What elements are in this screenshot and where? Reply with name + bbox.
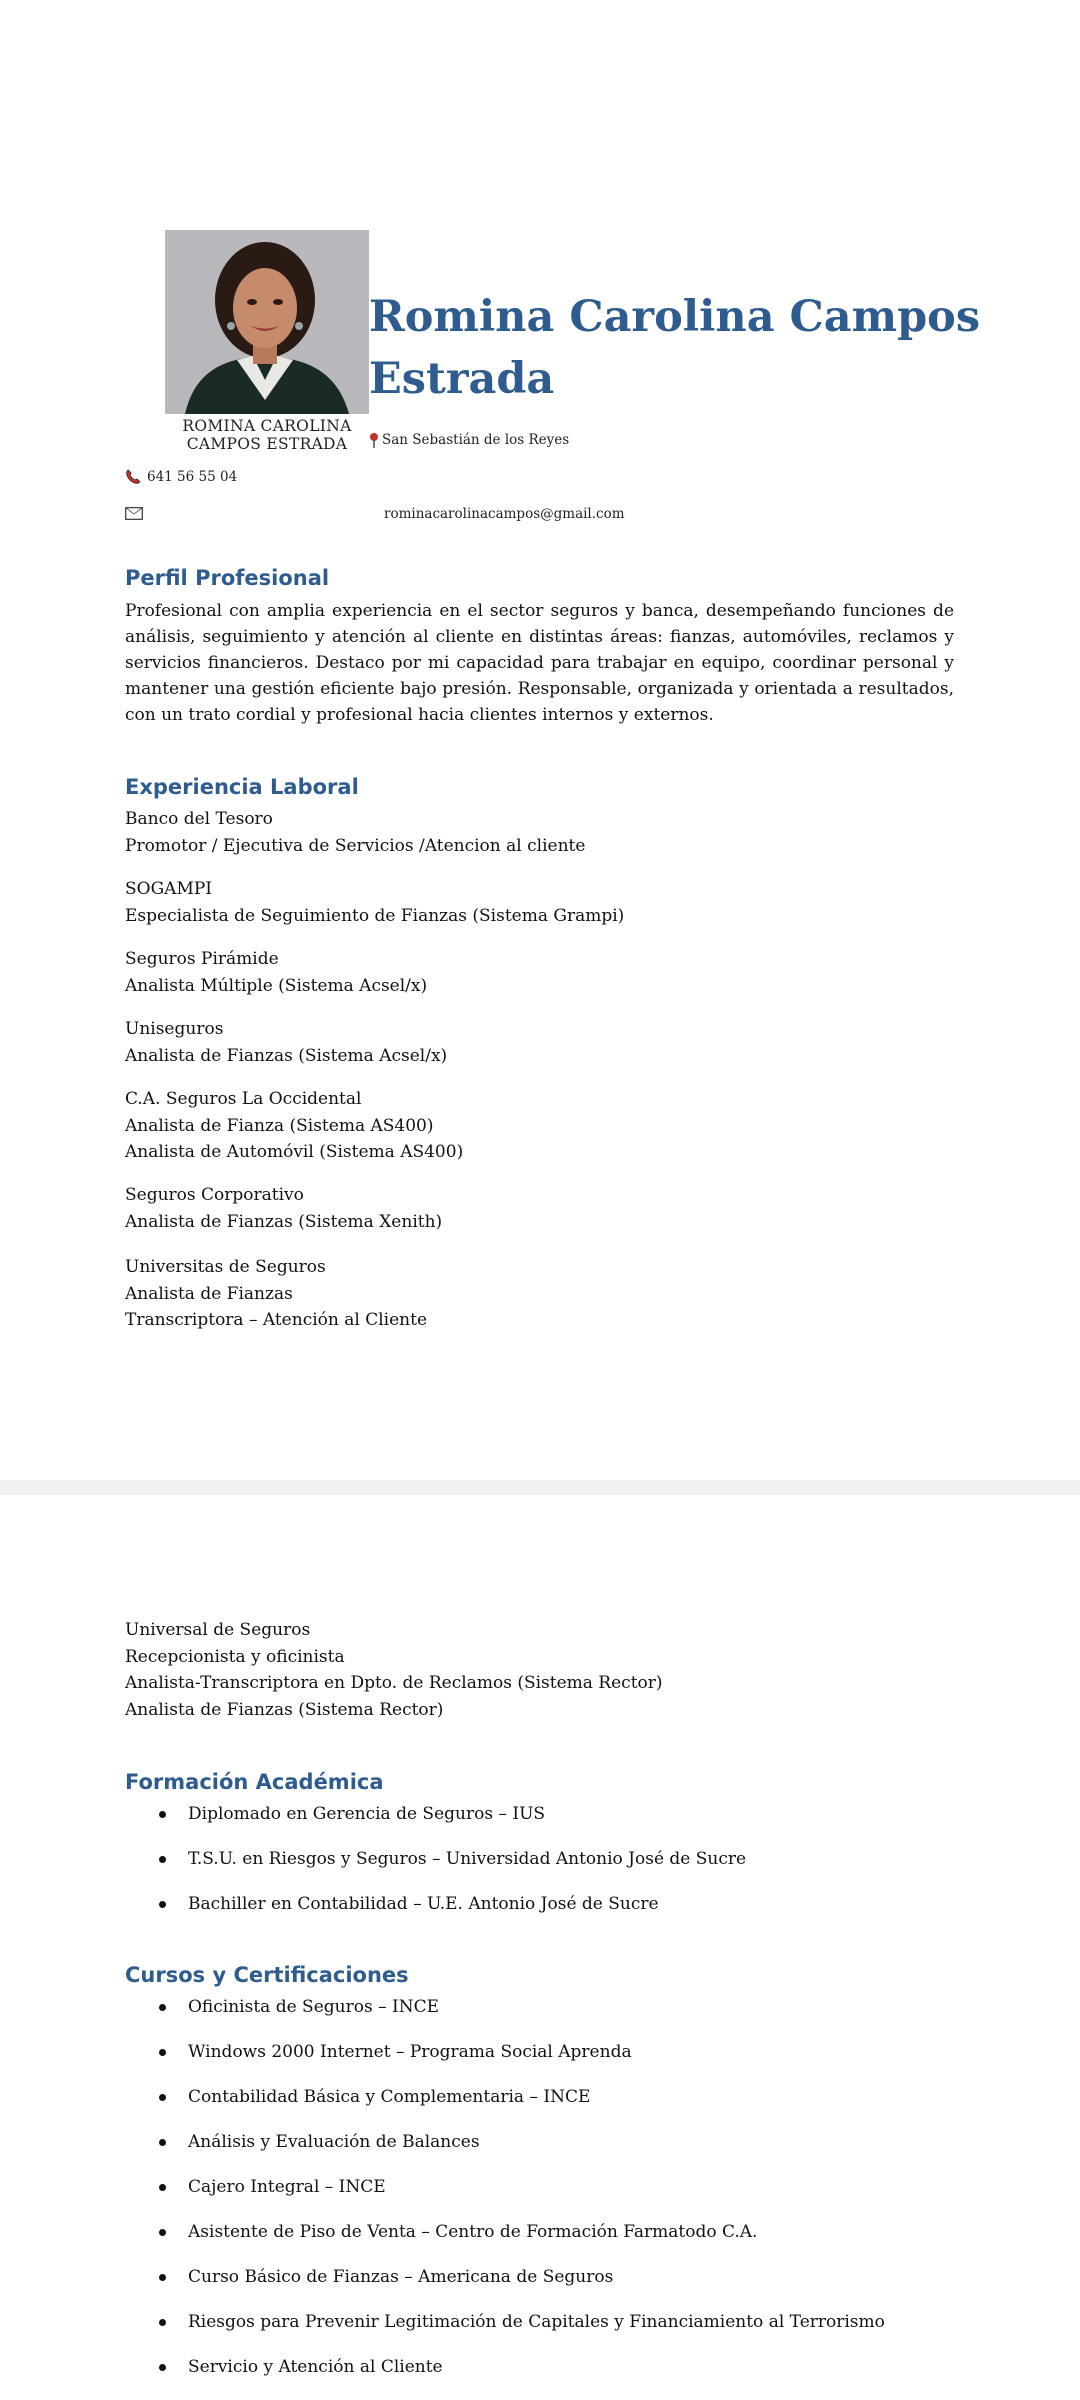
document-page-2 — [0, 1495, 1080, 2400]
profile-text: Profesional con amplia experiencia en el sector seguros y banca, desempeñando funciones de análisis, seguimiento y atención al cliente en distintas áreas: fianzas, automóviles, reclamos y servicios financieros. Destaco por mi capacidad para trabajar en equipo, coordinar personal y mantener una gestión eficiente bajo presión. Responsable, organizada y orientada a resultados, con un trato cordial y profesional hacia clientes internos y externos. — [125, 601, 954, 725]
job-entry — [125, 1182, 442, 1235]
job-company: SOGAMPI — [125, 879, 213, 899]
list-item: Windows 2000 Internet – Programa Social Aprenda — [125, 2039, 885, 2084]
list-item: Diplomado en Gerencia de Seguros – IUS — [125, 1801, 746, 1846]
job-role: Transcriptora – Atención al Cliente — [125, 1310, 427, 1330]
job-role: Analista de Automóvil (Sistema AS400) — [125, 1142, 464, 1162]
phone-text[interactable]: 641 56 55 04 — [147, 469, 238, 485]
job-role: Analista de Fianzas — [125, 1283, 293, 1304]
list-item: Cajero Integral – INCE — [125, 2174, 885, 2219]
list-item: Oficinista de Seguros – INCE — [125, 1994, 885, 2039]
job-entry — [125, 1086, 463, 1166]
list-item: Curso Básico de Fianzas – Americana de Seguros — [125, 2264, 885, 2309]
job-entry — [125, 876, 624, 929]
job-role: Especialista de Seguimiento de Fianzas (Sistema Grampi) — [125, 905, 625, 926]
job-role: Analista de Fianzas (Sistema Acsel/x) — [125, 1045, 448, 1066]
job-role: Analista-Transcriptora en Dpto. de Reclamos (Sistema Rector) — [125, 1673, 663, 1693]
job-entry — [125, 1617, 663, 1723]
job-entry — [125, 1254, 427, 1334]
list-item: Servicio y Atención al Cliente — [125, 2354, 885, 2399]
job-entry — [125, 946, 427, 999]
candidate-name: Romina Carolina Campos Estrada — [369, 292, 981, 404]
map-pin-icon — [369, 432, 379, 448]
job-role: Analista de Fianza (Sistema AS400) — [125, 1115, 434, 1136]
job-company: Banco del Tesoro — [125, 809, 273, 829]
list-item: Bachiller en Contabilidad – U.E. Antonio José de Sucre — [125, 1891, 746, 1936]
envelope-icon — [125, 507, 143, 520]
page-break — [0, 1480, 1080, 1495]
job-role: Analista de Fianzas (Sistema Xenith) — [125, 1211, 443, 1232]
email-icon-row — [125, 507, 143, 520]
job-company: Uniseguros — [125, 1019, 224, 1039]
job-company: Seguros Corporativo — [125, 1185, 304, 1205]
education-list — [125, 1801, 746, 1936]
job-entry — [125, 1016, 447, 1069]
education-heading: Formación Académica — [125, 1770, 384, 1794]
email-text[interactable]: rominacarolinacampos@gmail.com — [384, 506, 625, 522]
job-company: Universal de Seguros — [125, 1620, 311, 1640]
location — [369, 432, 569, 448]
list-item: T.S.U. en Riesgos y Seguros – Universidad Antonio José de Sucre — [125, 1846, 746, 1891]
profile-photo — [165, 230, 369, 414]
job-role: Promotor / Ejecutiva de Servicios /Atencion al cliente — [125, 835, 586, 856]
phone-row — [125, 469, 237, 485]
phone-icon — [125, 469, 143, 485]
photo-caption-line2: CAMPOS ESTRADA — [186, 435, 348, 453]
list-item: Riesgos para Prevenir Legitimación de Capitales y Financiamiento al Terrorismo — [125, 2309, 885, 2354]
photo-caption-line1: ROMINA CAROLINA — [182, 417, 352, 435]
list-item: Contabilidad Básica y Complementaria – INCE — [125, 2084, 885, 2129]
job-company: Universitas de Seguros — [125, 1257, 326, 1277]
job-role: Analista de Fianzas (Sistema Rector) — [125, 1699, 444, 1720]
courses-list — [125, 1994, 885, 2399]
profile-heading: Perfil Profesional — [125, 566, 330, 590]
courses-heading: Cursos y Certificaciones — [125, 1963, 409, 1987]
photo-caption — [165, 417, 369, 453]
location-text: San Sebastián de los Reyes — [382, 432, 570, 448]
job-role: Analista Múltiple (Sistema Acsel/x) — [125, 975, 428, 996]
list-item: Análisis y Evaluación de Balances — [125, 2129, 885, 2174]
job-company: C.A. Seguros La Occidental — [125, 1089, 362, 1109]
experience-heading: Experiencia Laboral — [125, 775, 359, 799]
job-entry — [125, 806, 585, 859]
list-item: Asistente de Piso de Venta – Centro de Formación Farmatodo C.A. — [125, 2219, 885, 2264]
job-company: Seguros Pirámide — [125, 949, 279, 969]
job-role: Recepcionista y oficinista — [125, 1646, 345, 1667]
